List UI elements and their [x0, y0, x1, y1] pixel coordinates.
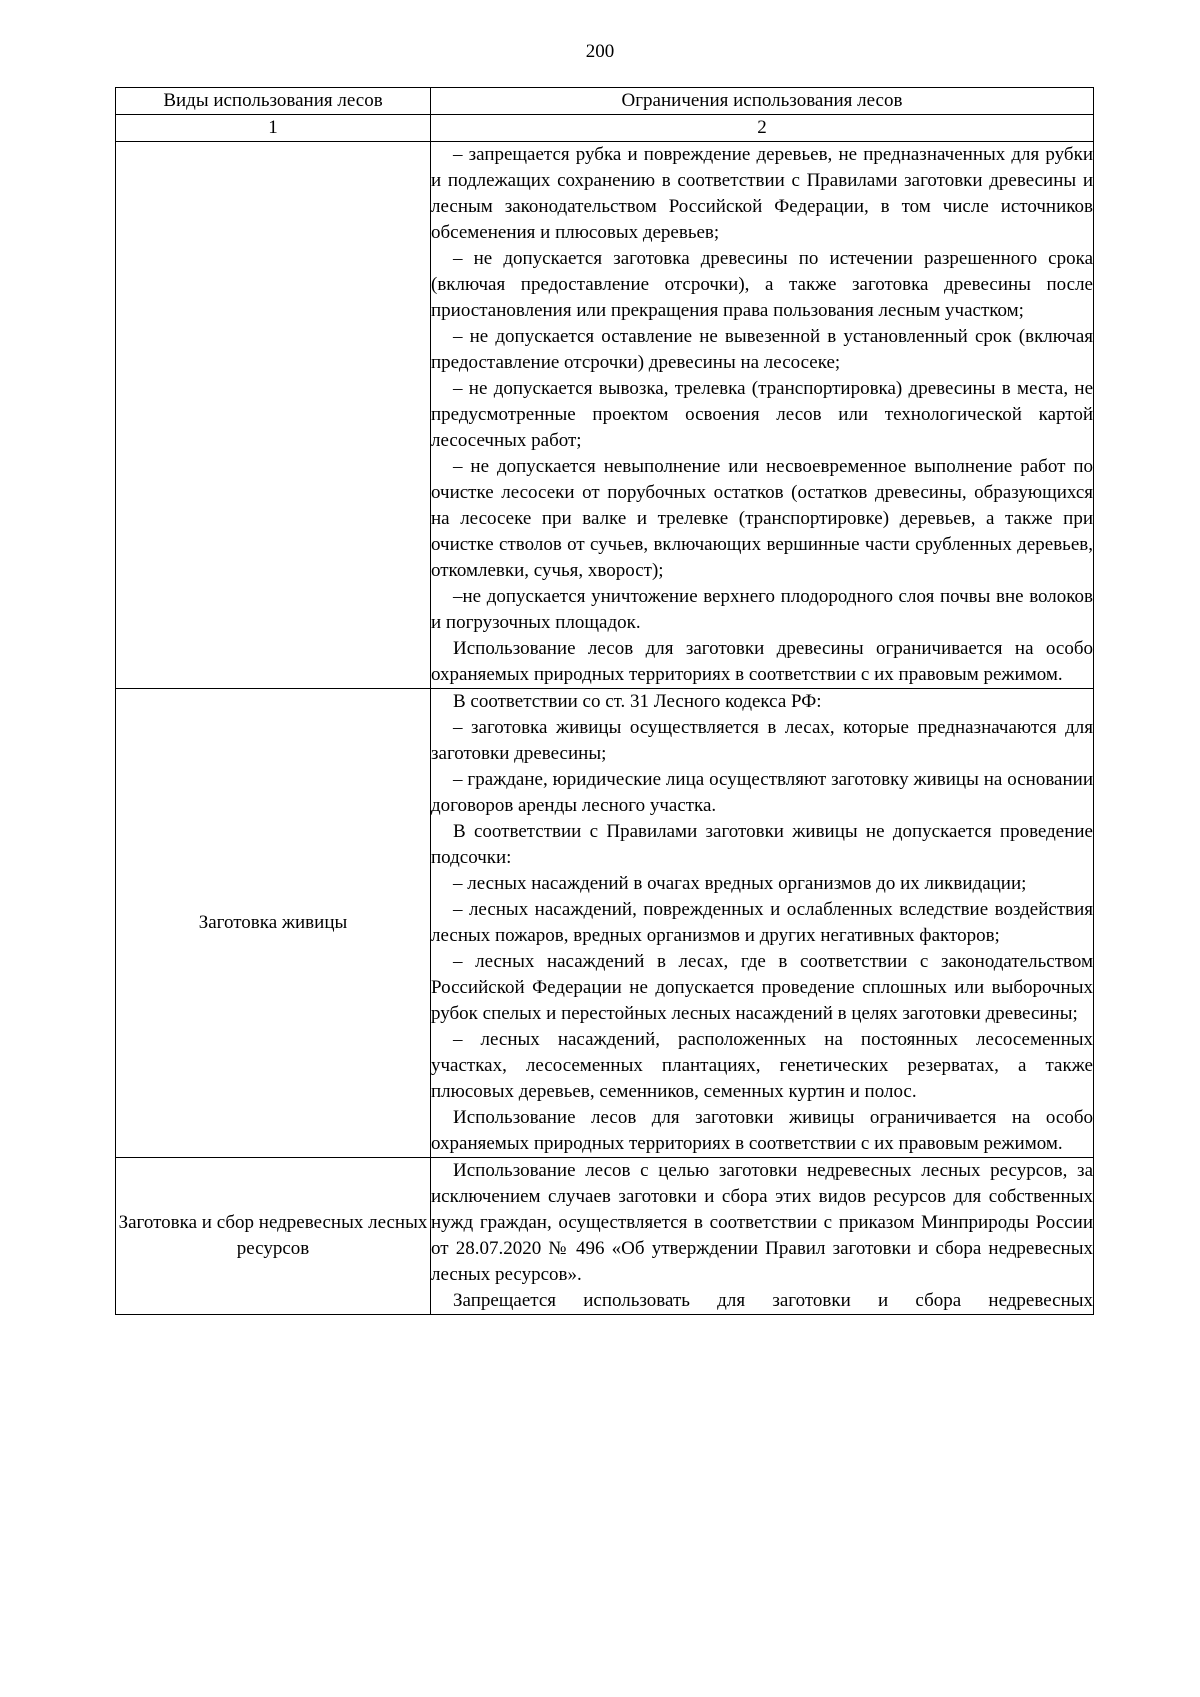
restriction-paragraph: – не допускается оставление не вывезенной в установленный срок (включая предоставление отсрочки) древесины на лесосеке;: [431, 326, 1093, 373]
table-row: [116, 689, 1094, 1158]
restriction-paragraph: – не допускается заготовка древесины по истечении разрешенного срока (включая предоставление отсрочки), а также заготовка древесины после приостановления или прекращения права пользования лесным участком;: [431, 248, 1093, 321]
restriction-paragraph: Запрещается использовать для заготовки и сбора недревесных: [453, 1290, 1093, 1311]
restriction-paragraph: – граждане, юридические лица осуществляют заготовку живицы на основании договоров аренды лесного участка.: [431, 769, 1093, 816]
restriction-paragraph: Использование лесов с целью заготовки недревесных лесных ресурсов, за исключением случаев заготовки и сбора этих видов ресурсов для собственных нужд граждан, осуществляется в соответствии с приказом Минприроды России от 28.07.2020 № 496 «Об утверждении Правил заготовки и сбора недревесных лесных ресурсов».: [431, 1160, 1093, 1285]
restriction-paragraph: Использование лесов для заготовки живицы ограничивается на особо охраняемых природных территориях в соответствии с их правовым режимом.: [431, 1107, 1093, 1154]
column-number-1: 1: [116, 115, 431, 142]
restrictions-cell: [431, 689, 1094, 1158]
restriction-paragraph: – лесных насаждений, расположенных на постоянных лесосеменных участках, лесосеменных плантациях, генетических резерватах, а также плюсовых деревьев, семенников, семенных куртин и полос.: [431, 1029, 1093, 1102]
restriction-paragraph: – лесных насаждений, поврежденных и ослабленных вследствие воздействия лесных пожаров, вредных организмов и других негативных факторов;: [431, 899, 1093, 946]
forest-use-restrictions-table: [115, 87, 1094, 1315]
column-number-2: 2: [431, 115, 1094, 142]
page-number: 200: [585, 41, 615, 62]
restriction-paragraph: – не допускается невыполнение или несвоевременное выполнение работ по очистке лесосеки от порубочных остатков (остатков древесины, образующихся на лесосеке при валке и трелевке (транспортировке) деревьев, а также при очистке стволов от сучьев, включающих вершинные части срубленных деревьев, откомлевки, сучья, хворост);: [431, 456, 1093, 581]
header-restrictions: Ограничения использования лесов: [431, 88, 1094, 115]
column-number-row: [116, 115, 1094, 142]
restriction-paragraph: – лесных насаждений в лесах, где в соответствии с законодательством Российской Федерации не допускается проведение сплошных или выборочных рубок спелых и перестойных лесных насаждений в целях заготовки древесины;: [431, 951, 1093, 1024]
restriction-paragraph: Использование лесов для заготовки древесины ограничивается на особо охраняемых природных территориях в соответствии с их правовым режимом.: [431, 638, 1093, 685]
table-header-row: [116, 88, 1094, 115]
restriction-paragraph: – заготовка живицы осуществляется в лесах, которые предназначаются для заготовки древесины;: [431, 717, 1093, 764]
table-row: [116, 142, 1094, 689]
restriction-paragraph: –не допускается уничтожение верхнего плодородного слоя почвы вне волоков и погрузочных площадок.: [431, 586, 1093, 633]
restrictions-cell: [431, 1158, 1094, 1315]
restriction-paragraph: – не допускается вывозка, трелевка (транспортировка) древесины в места, не предусмотренные проектом освоения лесов или технологической картой лесосечных работ;: [431, 378, 1093, 451]
restriction-paragraph: – лесных насаждений в очагах вредных организмов до их ликвидации;: [453, 873, 1027, 894]
header-use-types: Виды использования лесов: [116, 88, 431, 115]
use-type-cell: Заготовка и сбор недревесных лесных ресурсов: [116, 1158, 431, 1315]
restriction-paragraph: В соответствии с Правилами заготовки живицы не допускается проведение подсочки:: [431, 821, 1093, 868]
table-row: [116, 1158, 1094, 1315]
use-type-cell: Заготовка живицы: [116, 689, 431, 1158]
restrictions-cell: [431, 142, 1094, 689]
restriction-paragraph: – запрещается рубка и повреждение деревьев, не предназначенных для рубки и подлежащих сохранению в соответствии с Правилами заготовки древесины и лесным законодательством Российской Федерации, в том числе источников обсеменения и плюсовых деревьев;: [431, 144, 1093, 243]
restriction-paragraph: В соответствии со ст. 31 Лесного кодекса РФ:: [453, 691, 822, 712]
use-type-cell: [116, 142, 431, 689]
